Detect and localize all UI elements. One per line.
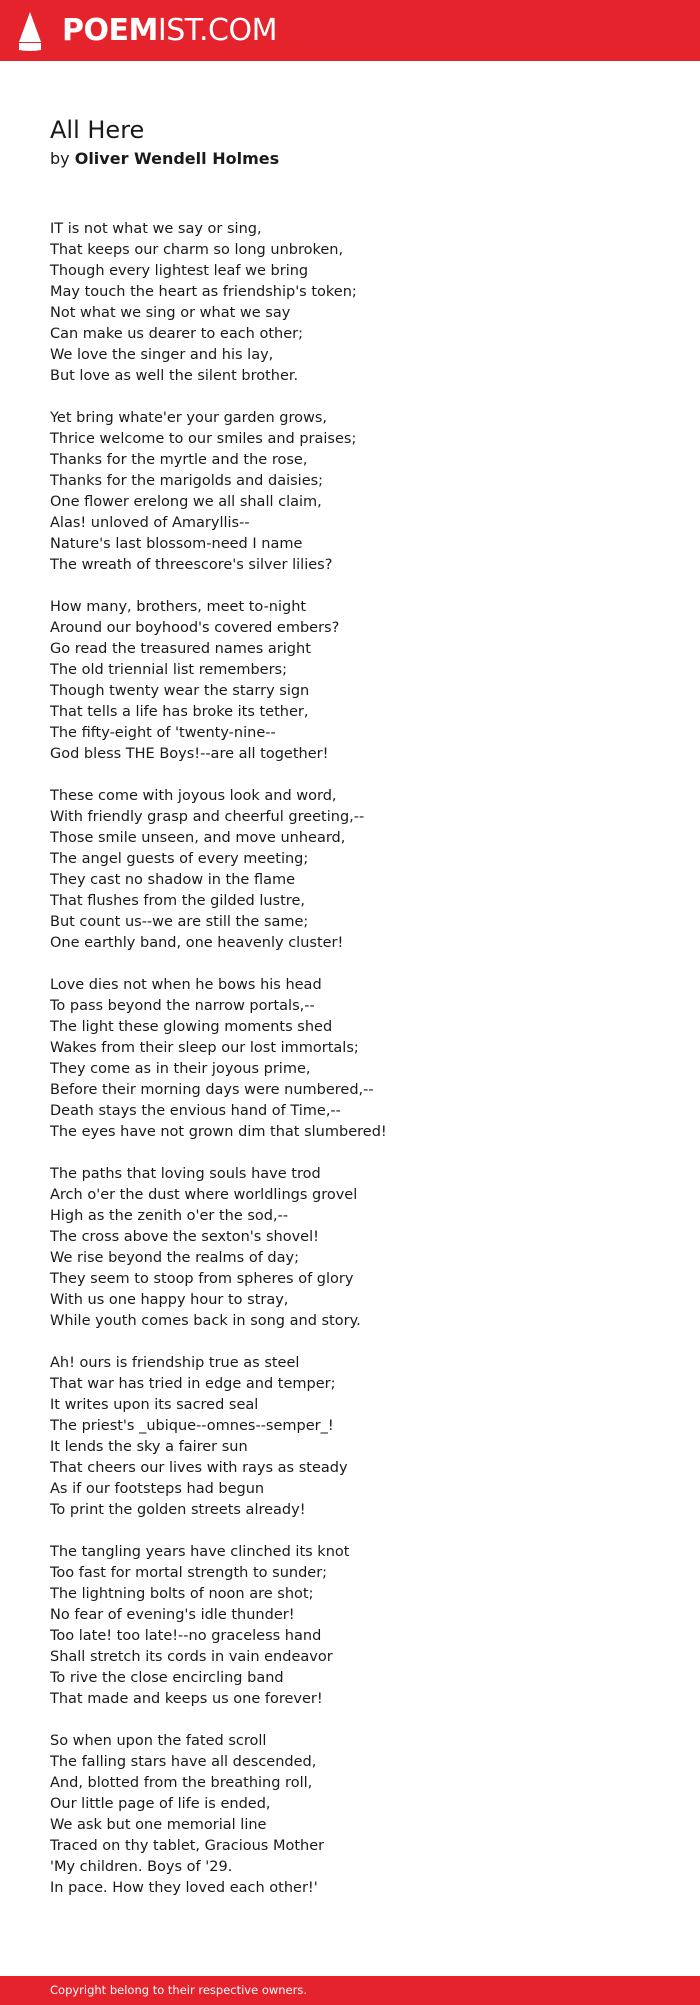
- poem-line: Nature's last blossom-need I name: [50, 536, 303, 552]
- site-header: [0, 0, 700, 61]
- poem-line: Those smile unseen, and move unheard,: [50, 830, 346, 846]
- poem-line: As if our footsteps had begun: [50, 1481, 265, 1497]
- poem-line: 'My children. Boys of '29.: [50, 1859, 233, 1875]
- poem-line: The falling stars have all descended,: [50, 1754, 317, 1770]
- poem-line: Go read the treasured names aright: [50, 641, 311, 657]
- poem-line: To print the golden streets already!: [50, 1502, 306, 1518]
- poem-line: The lightning bolts of noon are shot;: [50, 1586, 314, 1602]
- poem-line: Love dies not when he bows his head: [50, 977, 322, 993]
- poem-line: It writes upon its sacred seal: [50, 1397, 259, 1413]
- poem-line: But count us--we are still the same;: [50, 914, 309, 930]
- poem-line: That flushes from the gilded lustre,: [50, 893, 305, 909]
- poem-line: The old triennial list remembers;: [50, 662, 287, 678]
- poem-line: They come as in their joyous prime,: [50, 1061, 311, 1077]
- poem-line: One flower erelong we all shall claim,: [50, 494, 322, 510]
- poem-line: The eyes have not grown dim that slumbered!: [50, 1124, 387, 1140]
- brand-bold-text: POEM: [62, 13, 158, 48]
- poem-line: With us one happy hour to stray,: [50, 1292, 289, 1308]
- poem-line: Arch o'er the dust where worldlings grovel: [50, 1187, 358, 1203]
- poem-stanza: [50, 975, 670, 1143]
- poem-stanza: [50, 408, 670, 576]
- poem-line: We love the singer and his lay,: [50, 347, 274, 363]
- pencil-tip-icon[interactable]: [17, 11, 43, 52]
- poem-line: Wakes from their sleep our lost immortals;: [50, 1040, 359, 1056]
- poem-stanza: [50, 786, 670, 954]
- poem-line: They seem to stoop from spheres of glory: [50, 1271, 354, 1287]
- poem-byline: [50, 147, 279, 171]
- poem-stanza: [50, 597, 670, 765]
- poem-line: Shall stretch its cords in vain endeavor: [50, 1649, 333, 1665]
- poem-line: The light these glowing moments shed: [50, 1019, 333, 1035]
- poem-line: Thrice welcome to our smiles and praises;: [50, 431, 357, 447]
- poem-line: Can make us dearer to each other;: [50, 326, 303, 342]
- poem-line: The paths that loving souls have trod: [50, 1166, 321, 1182]
- poem-line: In pace. How they loved each other!': [50, 1880, 318, 1896]
- poem-title: All Here: [50, 116, 145, 144]
- poem-stanza: [50, 1353, 670, 1521]
- poem-stanza: [50, 1164, 670, 1332]
- poem-line: Before their morning days were numbered,--: [50, 1082, 374, 1098]
- poem-line: That keeps our charm so long unbroken,: [50, 242, 344, 258]
- poem-line: And, blotted from the breathing roll,: [50, 1775, 313, 1791]
- poem-line: We rise beyond the realms of day;: [50, 1250, 299, 1266]
- poem-line: The fifty-eight of 'twenty-nine--: [50, 725, 276, 741]
- poem-line: It lends the sky a fairer sun: [50, 1439, 248, 1455]
- poem-line: Around our boyhood's covered embers?: [50, 620, 340, 636]
- poem-line: Though every lightest leaf we bring: [50, 263, 309, 279]
- brand-light-text: IST.COM: [157, 13, 277, 48]
- poem-line: That made and keeps us one forever!: [50, 1691, 323, 1707]
- site-footer: [0, 1976, 700, 2005]
- poem-line: They cast no shadow in the flame: [50, 872, 296, 888]
- poem-line: We ask but one memorial line: [50, 1817, 267, 1833]
- poem-line: The angel guests of every meeting;: [50, 851, 309, 867]
- poem-line: Thanks for the marigolds and daisies;: [50, 473, 324, 489]
- poem-line: Too late! too late!--no graceless hand: [50, 1628, 322, 1644]
- poem-line: So when upon the fated scroll: [50, 1733, 267, 1749]
- poem-line: The cross above the sexton's shovel!: [50, 1229, 319, 1245]
- poem-line: Thanks for the myrtle and the rose,: [50, 452, 308, 468]
- poem-line: But love as well the silent brother.: [50, 368, 299, 384]
- author-name[interactable]: Oliver Wendell Holmes: [74, 149, 280, 168]
- poem-line: Death stays the envious hand of Time,--: [50, 1103, 341, 1119]
- poem-line: May touch the heart as friendship's token;: [50, 284, 357, 300]
- poem-line: IT is not what we say or sing,: [50, 221, 262, 237]
- poem-line: One earthly band, one heavenly cluster!: [50, 935, 344, 951]
- poem-line: No fear of evening's idle thunder!: [50, 1607, 295, 1623]
- poem-line: How many, brothers, meet to-night: [50, 599, 307, 615]
- poem-line: With friendly grasp and cheerful greeting,--: [50, 809, 365, 825]
- poem-stanza: [50, 219, 670, 387]
- poem-line: The priest's _ubique--omnes--semper_!: [50, 1418, 334, 1434]
- poem-line: That war has tried in edge and temper;: [50, 1376, 336, 1392]
- poem-line: God bless THE Boys!--are all together!: [50, 746, 329, 762]
- poem-line: That cheers our lives with rays as steady: [50, 1460, 348, 1476]
- poem-line: Not what we sing or what we say: [50, 305, 291, 321]
- poem-line: To pass beyond the narrow portals,--: [50, 998, 315, 1014]
- poem-line: The tangling years have clinched its knot: [50, 1544, 350, 1560]
- poem-line: Our little page of life is ended,: [50, 1796, 271, 1812]
- poem-line: Though twenty wear the starry sign: [50, 683, 310, 699]
- poem-stanza: [50, 1542, 670, 1710]
- poem-stanza: [50, 1731, 670, 1899]
- poem-line: Traced on thy tablet, Gracious Mother: [50, 1838, 325, 1854]
- copyright-text: Copyright belong to their respective owners.: [50, 1983, 308, 1997]
- poem-line: High as the zenith o'er the sod,--: [50, 1208, 289, 1224]
- poem-line: To rive the close encircling band: [50, 1670, 284, 1686]
- poem-line: Ah! ours is friendship true as steel: [50, 1355, 300, 1371]
- poem-line: These come with joyous look and word,: [50, 788, 337, 804]
- byline-prefix: by: [50, 149, 70, 168]
- poem-line: Yet bring whate'er your garden grows,: [50, 410, 328, 426]
- poem-line: The wreath of threescore's silver lilies?: [50, 557, 333, 573]
- poem-line: That tells a life has broke its tether,: [50, 704, 309, 720]
- poem-line: Too fast for mortal strength to sunder;: [50, 1565, 328, 1581]
- site-brand[interactable]: [62, 11, 277, 51]
- poem-line: Alas! unloved of Amaryllis--: [50, 515, 250, 531]
- poem-line: While youth comes back in song and story.: [50, 1313, 361, 1329]
- poem-body: [50, 219, 670, 1920]
